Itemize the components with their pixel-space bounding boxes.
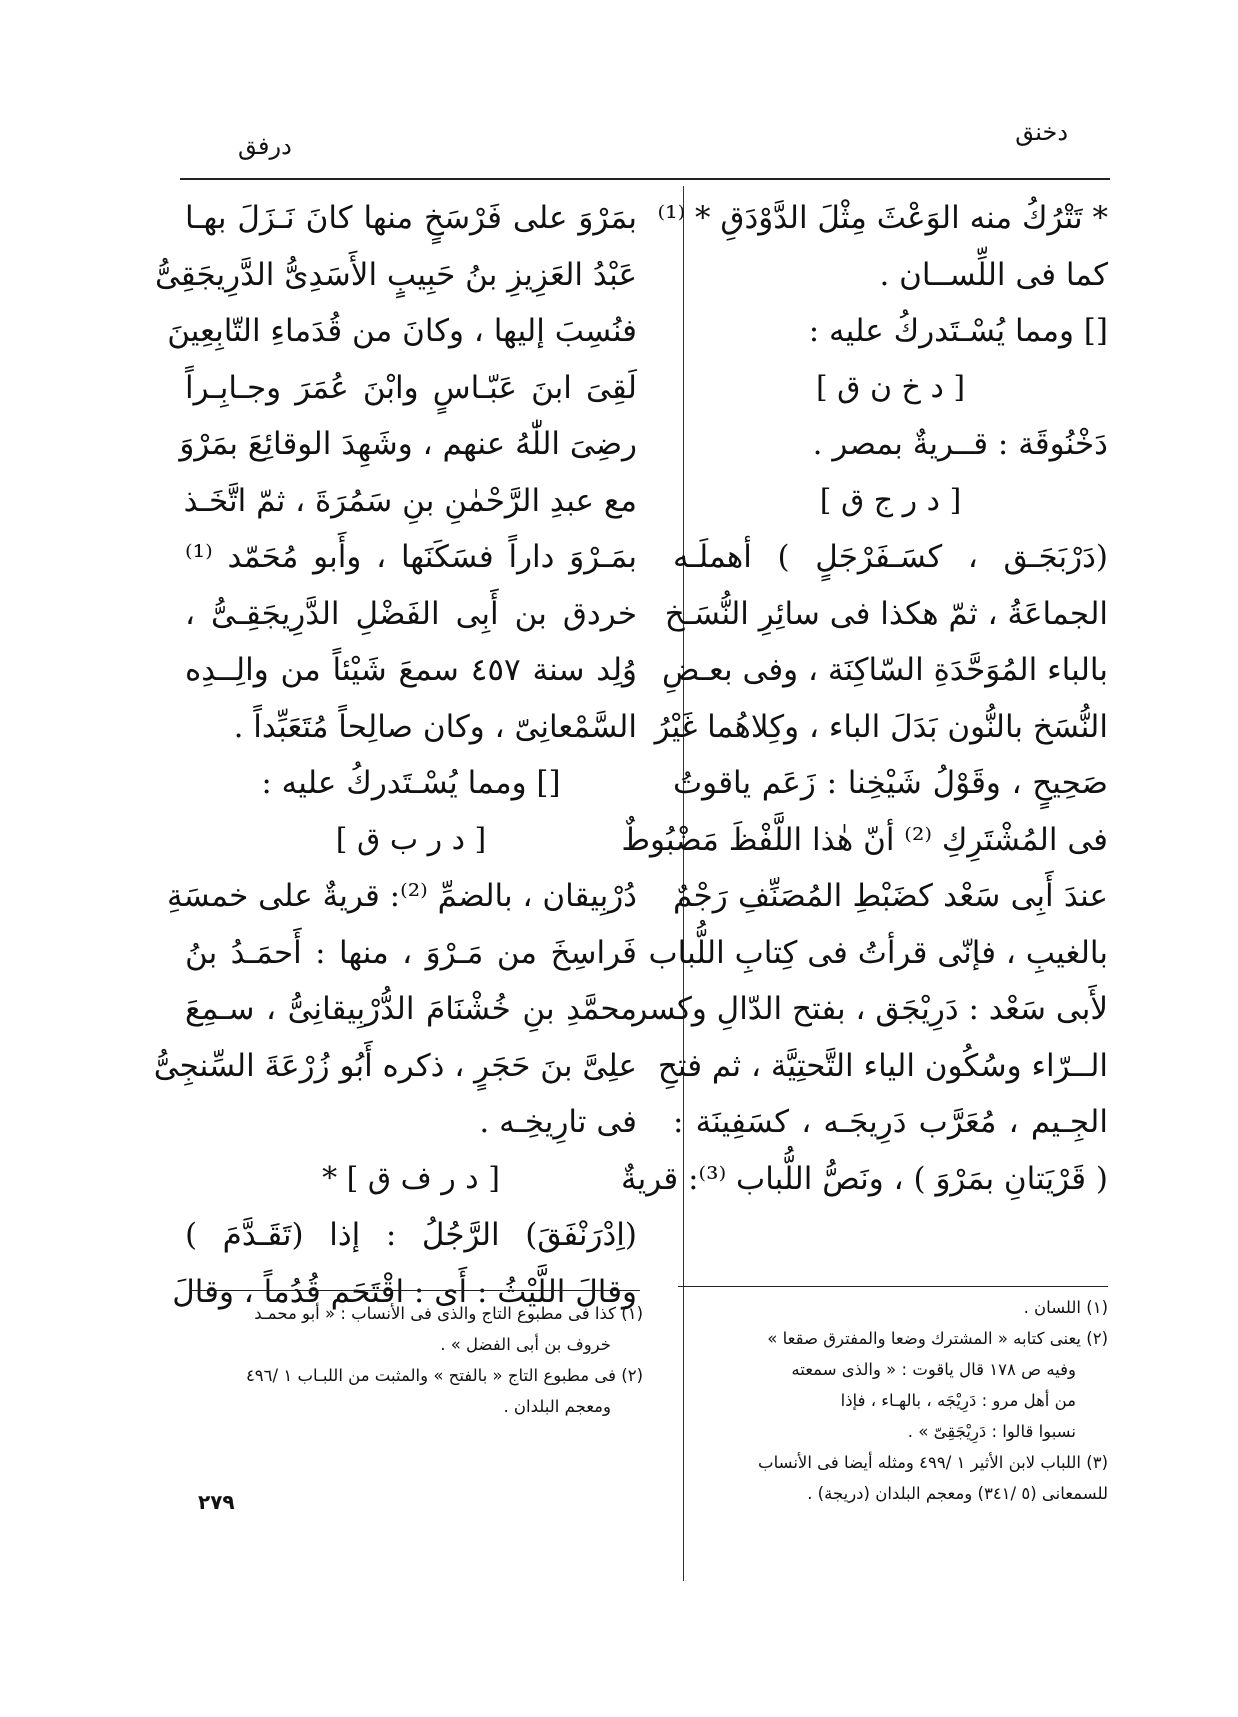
text-line: محمَّدِ بنِ خُشْنَامَ الدُّرْبِيقانِىُّ ، سـمِعَ	[185, 991, 637, 1027]
text-line: الــرّاء وسُكُون الياء التَّحتِيَّة ، ثم فتحِ	[657, 1047, 1108, 1084]
entry-heading: [ د ر ب ق ]	[335, 821, 487, 857]
text-line: دُرْبِيقان ، بالضمِّ ⁽²⁾: قريةٌ على خمسَةِ	[166, 878, 637, 914]
footnote: (١) كذا فى مطبوع التاج والذى فى الأنساب : « أبو محمـد	[254, 1304, 643, 1323]
running-header-right: دخنق	[1015, 118, 1068, 146]
text-line: دَخْنُوقَة : قــريةٌ بمصر .	[812, 426, 1108, 462]
footnote-rule-left	[190, 1290, 640, 1291]
text-line: ( قَرْيَتانِ بمَرْوَ ) ، ونَصُّ اللُّباب ⁽³⁾: قريةٌ	[621, 1160, 1108, 1197]
footnote: (١) اللسان .	[1023, 1298, 1108, 1317]
text-line: [] ومما يُسْـتَدركُ عليه :	[261, 765, 561, 801]
text-line: فنُسِبَ إليها ، وكانَ من قُدَماءِ التّابِعِينَ	[167, 313, 637, 349]
text-line: بالباء المُوَحَّدَةِ السّاكِنَة ، وفى بعـضِ	[661, 652, 1108, 688]
text-line: لَقِىَ ابنَ عَبّـاسٍ وابْنَ عُمَرَ وجـابِـراً	[185, 369, 637, 406]
entry-heading: [ د خ ن ق ]	[815, 369, 966, 405]
entry-heading: [ د ر ج ق ]	[819, 482, 962, 518]
left-column	[153, 190, 637, 1320]
text-line: [] ومما يُسْـتَدركُ عليه :	[808, 313, 1108, 349]
text-line: (دَرْبَجَـق ، كسَـفَرْجَلٍ ) أهملَـه	[673, 539, 1108, 575]
footnote-continuation: للسمعانى (٥ /٣٤١) ومعجم البلدان (دريجة) .	[807, 1484, 1108, 1503]
text-line: لأَبى سَعْد : دَرِيْجَق ، بفتح الدّالِ وكسر	[632, 991, 1108, 1027]
text-line: (اِدْرَنْفَقَ) الرَّجُلُ : إذا (تَقَـدَّمَ )	[185, 1217, 637, 1253]
text-line: السَّمْعانِىّ ، وكان صالِحاً مُتَعَبِّداً .	[233, 708, 637, 745]
footnotes-left	[188, 1298, 643, 1422]
text-line: عَبْدُ العَزِيزِ بنُ حَبِيبٍ الأَسَدِىُّ الدَّرِيجَقِىُّ	[154, 256, 637, 293]
text-line: كما فى اللِّســان .	[879, 256, 1108, 293]
text-line: النُّسَخ بالنُّون بَدَلَ الباء ، وكِلاهُما غَيْرُ	[654, 708, 1108, 745]
text-line: صَحِيحٍ ، وقَوْلُ شَيْخِنا : زَعَم ياقوتُ	[673, 765, 1108, 801]
footnote-continuation: خروف بن أبى الفضل » .	[440, 1335, 611, 1354]
footnote: (٣) اللباب لابن الأثير ١ /٤٩٩ ومثله أيضا فى الأنساب	[758, 1453, 1108, 1472]
text-line: بالغيبِ ، فإنّى قرأتُ فى كِتابِ اللُّباب	[648, 934, 1108, 971]
text-line: بمَرْوَ على فَرْسَخٍ منها كانَ نَـزَلَ بهـا	[185, 200, 637, 236]
footnote-continuation: نسبوا قالوا : دَرِيْجَقِىّ » .	[907, 1422, 1076, 1441]
text-line: رضِىَ اللّٰهُ عنهم ، وشَهِدَ الوقائِعَ بمَرْوَ	[179, 426, 637, 462]
text-line: بمَـرْوَ داراً فسَكَنَها ، وأَبو مُحَمّد ⁽¹⁾	[185, 539, 637, 575]
text-line: فى المُشْتَرِكِ ⁽²⁾ أنّ هٰذا اللَّفْظَ مَضْبُوطٌ	[621, 821, 1108, 858]
text-line: الجِـيم ، مُعَرَّب دَرِيجَـه ، كسَفِينَة :	[673, 1104, 1108, 1140]
entry-heading: [ د ر ف ق ] *	[322, 1160, 500, 1196]
text-line: عندَ أَبِى سَعْد كضَبْطِ المُصَنِّفِ رَجْمٌ	[673, 878, 1108, 914]
text-line: علِىَّ بنَ حَجَرٍ ، ذكره أَبُو زُرْعَةَ السِّنجِىُّ	[153, 1047, 637, 1084]
text-line: مع عبدِ الرَّحْمٰنِ بنِ سَمُرَةَ ، ثمّ اتَّخَـذ	[183, 482, 637, 519]
text-line: وقالَ اللَّيْثُ : أَى : اقْتَحَم قُدُماً ، وقالَ	[172, 1273, 637, 1310]
text-line: * تَتْرُكُ منه الوَعْثَ مِثْلَ الدَّوْدَقِ * ⁽¹⁾	[657, 200, 1108, 236]
text-line: الجماعَةُ ، ثمّ هكذا فى سائِرِ النُّسَـخ	[664, 595, 1108, 632]
text-line: فَراسِخَ من مَـرْوَ ، منها : أَحمَـدُ بنُ	[185, 934, 637, 971]
footnotes-right	[668, 1292, 1108, 1509]
header-rule	[180, 178, 1110, 180]
footnote-continuation: وفيه ص ١٧٨ قال ياقوت : « والذى سمعته	[791, 1360, 1076, 1379]
text-line: خردق بن أَبِى الفَضْلِ الدَّرِيجَقِـىُّ ،	[185, 595, 637, 632]
footnote: (٢) يعنى كتابه « المشترك وضعا والمفترق صقعا »	[767, 1329, 1108, 1348]
text-line: وُلِد سنة ٤٥٧ سمعَ شَيْئاً من والِــدِه	[185, 652, 637, 688]
running-header-left: درفق	[238, 132, 292, 160]
right-column	[621, 190, 1108, 1207]
text-line: فى تارِيخِـه .	[479, 1104, 637, 1140]
footnote-rule-right	[678, 1286, 1108, 1287]
footnote: (٢) فى مطبوع التاج « بالفتح » والمثبت من اللبـاب ١ /٤٩٦	[245, 1366, 643, 1385]
footnote-continuation: ومعجم البلدان .	[503, 1397, 611, 1416]
page-number: ٢٧٩	[198, 1490, 235, 1514]
footnote-continuation: من أهل مرو : دَرِيْجَه ، بالهـاء ، فإذا	[840, 1391, 1076, 1410]
